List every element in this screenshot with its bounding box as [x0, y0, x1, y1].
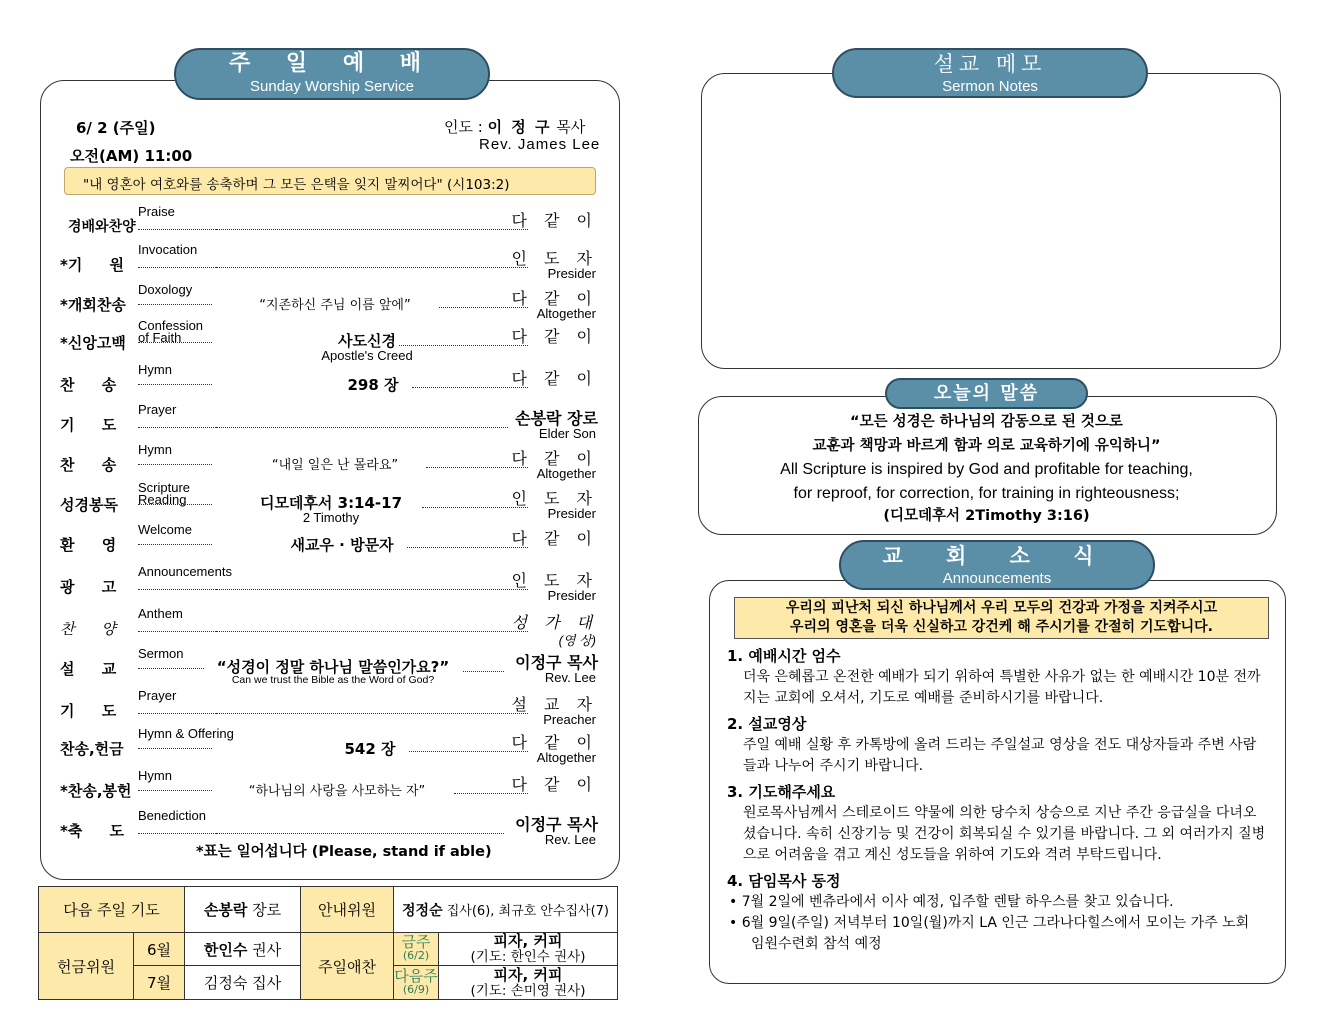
worship-order-panel	[40, 80, 620, 880]
sermon-notes-box[interactable]	[701, 73, 1281, 369]
order-who-en: Preacher	[543, 712, 596, 727]
snack-label: 주일애찬	[301, 933, 394, 1000]
order-who: 설 교 자	[511, 695, 598, 714]
order-leader-dots	[216, 833, 504, 834]
worship-title-banner	[174, 48, 490, 100]
todays-word-text: “모든 성경은 하나님의 감동으로 된 것으로 교훈과 책망과 바르게 함과 의로 교육하기에 유익하니” All Scripture is inspired by God and profitable for teaching, for reproof, for correction, for training in righteousness; (디모데후서 2Timothy 3:16)	[780, 414, 1193, 524]
order-en: Confession of Faith	[138, 318, 204, 345]
order-middle-en: Can we trust the Bible as the Word of God?	[231, 674, 435, 686]
next-prayer-label: 다음 주일 기도	[39, 887, 185, 933]
order-en: Doxology	[138, 282, 193, 297]
sermon-notes-banner	[832, 48, 1148, 98]
order-en: Hymn & Offering	[138, 726, 234, 741]
order-who-en: (영 상)	[558, 633, 596, 648]
order-who-en: Altogether	[536, 306, 596, 321]
announcements-banner	[839, 540, 1155, 590]
announcement-3-body: 원로목사님께서 스테로이드 약물에 의한 당수치 상승으로 지난 주간 응급실을 다녀오셨습니다. 속히 신장기능 및 건강이 회복되실 수 있기를 바랍니다. 그 외 여러가지 질병으로 어려움을 겪고 계신 성도들을 위하여 기도와 격려 부탁드립니다.	[743, 805, 1266, 863]
order-who: 인 도 자	[511, 489, 598, 508]
theme-verse-box	[64, 167, 596, 195]
order-ko: *신앙고백	[60, 334, 126, 352]
order-leader-dots	[216, 229, 528, 230]
order-leader-dots	[138, 544, 212, 545]
order-ko: 환 영	[60, 536, 117, 554]
order-who-en: Rev. Lee	[544, 832, 596, 847]
order-en: Anthem	[138, 606, 183, 621]
order-middle: 디모데후서 3:14-17	[259, 494, 403, 512]
worship-title-ko: 주 일 예 배	[229, 51, 435, 76]
order-leader-dots	[138, 504, 212, 505]
order-ko: 기 도	[60, 702, 117, 720]
order-middle: 542 장	[344, 740, 396, 758]
order-ko: *개회찬송	[60, 296, 126, 314]
order-middle-en: 2 Timothy	[302, 510, 360, 525]
order-leader-dots	[439, 307, 529, 308]
order-en: Scripture Reading	[138, 480, 191, 507]
snack-this-week: 금주 (6/2)	[394, 933, 439, 966]
leader-en: Rev. James Lee	[479, 136, 601, 153]
usher-cell: 정정순 집사(6), 최규호 안수집사(7)	[394, 887, 618, 933]
order-who: 다 같 이	[511, 327, 598, 346]
order-who-en: Elder Son	[538, 426, 596, 441]
order-middle: “지존하신 주님 이름 앞에”	[259, 298, 411, 313]
snack-this-week-detail: 피자, 커피 (기도: 한인수 권사)	[439, 933, 618, 966]
order-who: 손봉락 장로	[515, 409, 598, 428]
order-en: Hymn	[138, 362, 172, 377]
snack-next-week-detail: 피자, 커피 (기도: 손미영 권사)	[439, 966, 618, 1000]
order-leader-dots	[422, 507, 529, 508]
theme-verse: "내 영혼아 여호와를 송축하며 그 모든 은택을 잊지 말찌어다" (시103:2)	[83, 177, 510, 193]
order-who-en: Presider	[547, 506, 596, 521]
announcement-4-bullet-2: • 6월 9일(주일) 저녁부터 10일(월)까지 LA 인근 그라나다힐스에서 모이는 가주 노회 임원수련회 참석 예정	[729, 915, 1250, 952]
order-leader-dots	[409, 751, 529, 752]
order-ko: 찬 송	[60, 456, 117, 474]
order-ko: 성경봉독	[60, 496, 118, 514]
order-middle: 사도신경	[338, 332, 396, 350]
order-leader-dots	[412, 387, 529, 388]
order-leader-dots	[138, 267, 216, 268]
order-leader-dots	[138, 342, 212, 343]
order-leader-dots	[463, 671, 505, 672]
order-en: Hymn	[138, 442, 172, 457]
announcement-1-head: 1. 예배시간 엄수	[727, 647, 841, 665]
order-middle: “내일 일은 난 몰라요”	[271, 458, 399, 473]
order-ko: 찬 송	[60, 376, 117, 394]
order-who: 다 같 이	[511, 529, 598, 548]
order-leader-dots	[216, 631, 528, 632]
order-en: Announcements	[138, 564, 232, 579]
order-who: 성 가 대	[511, 613, 598, 632]
worship-title-en: Sunday Worship Service	[250, 78, 414, 95]
order-ko: *축 도	[60, 822, 125, 840]
announcement-list	[727, 646, 1267, 955]
offering-label: 헌금위원	[39, 933, 134, 1000]
announcements-title-ko: 교 회 소 식	[882, 544, 1112, 568]
order-en: Invocation	[138, 242, 198, 257]
order-ko: 기 도	[60, 416, 117, 434]
leader-line: 인도 : 이 정 구 목사	[444, 118, 586, 136]
order-who: 이정구 목사	[515, 653, 598, 672]
order-middle: 298 장	[347, 376, 399, 394]
order-middle: 새교우 · 방문자	[290, 536, 394, 554]
announcement-4-head: 4. 담임목사 동정	[727, 872, 841, 890]
order-leader-dots	[399, 345, 528, 346]
order-leader-dots	[216, 589, 528, 590]
announcement-2-head: 2. 설교영상	[727, 715, 807, 733]
usher-label: 안내위원	[301, 887, 394, 933]
order-who-en: Presider	[547, 588, 596, 603]
announcement-4-bullet-1: • 7월 2일에 벤츄라에서 이사 예정, 입주할 렌탈 하우스를 찾고 있습니다.	[729, 894, 1174, 910]
offering-june-label: 6월	[134, 933, 185, 966]
order-middle: “성경이 정말 하나님 말씀인가요?”	[216, 658, 450, 676]
order-who-en: Altogether	[536, 750, 596, 765]
order-en: Welcome	[138, 522, 192, 537]
announcement-1-body: 더욱 은혜롭고 온전한 예배가 되기 위하여 특별한 사유가 없는 한 예배시간 10분 전까지는 교회에 오셔서, 기도로 예배를 준비하시기를 바랍니다.	[743, 669, 1261, 706]
order-en: Prayer	[138, 688, 177, 703]
order-leader-dots	[138, 833, 216, 834]
order-who: 다 같 이	[511, 733, 598, 752]
prayer-request-box: 우리의 피난처 되신 하나님께서 우리 모두의 건강과 가정을 지켜주시고 우리의 영혼을 더욱 신실하고 강건케 해 주시기를 간절히 기도합니다.	[734, 597, 1269, 639]
sermon-notes-title-en: Sermon Notes	[942, 78, 1038, 95]
todays-word-banner	[885, 378, 1088, 409]
offering-june-cell: 한인수 권사	[185, 933, 301, 966]
order-leader-dots	[138, 790, 212, 791]
order-who-en: Presider	[547, 266, 596, 281]
order-leader-dots	[426, 467, 529, 468]
order-leader-dots	[216, 427, 508, 428]
order-en: Benediction	[138, 808, 206, 823]
order-ko: 찬송,헌금	[60, 740, 124, 758]
order-leader-dots	[216, 713, 528, 714]
order-leader-dots	[138, 668, 204, 669]
order-en: Sermon	[138, 646, 184, 661]
offering-july-cell: 김정숙 집사	[185, 966, 301, 1000]
announcement-2-body: 주일 예배 실황 후 카톡방에 올려 드리는 주일설교 영상을 전도 대상자들과 주변 사람들과 나누어 주시기 바랍니다.	[743, 737, 1257, 774]
order-leader-dots	[216, 267, 528, 268]
order-leader-dots	[138, 229, 216, 230]
order-who: 다 같 이	[511, 775, 598, 794]
order-who: 인 도 자	[511, 571, 598, 590]
order-who: 이정구 목사	[515, 815, 598, 834]
order-leader-dots	[138, 427, 216, 428]
order-who: 다 같 이	[511, 289, 598, 308]
order-ko: 경배와찬양	[68, 219, 136, 235]
order-ko: *기 원	[60, 256, 125, 274]
order-leader-dots	[407, 547, 529, 548]
order-leader-dots	[454, 793, 529, 794]
order-middle: “하나님의 사랑을 사모하는 자”	[248, 784, 426, 799]
order-leader-dots	[138, 304, 212, 305]
order-leader-dots	[138, 748, 212, 749]
order-leader-dots	[138, 589, 216, 590]
order-en: Prayer	[138, 402, 177, 417]
order-en: Praise	[138, 204, 175, 219]
order-ko: 광 고	[60, 578, 117, 596]
order-middle-en: Apostle's Creed	[321, 348, 413, 363]
order-ko: 설 교	[60, 660, 117, 678]
todays-word-title: 오늘의 말씀	[933, 383, 1040, 404]
order-leader-dots	[138, 464, 212, 465]
next-prayer-cell: 손봉락 장로	[185, 887, 301, 933]
duty-table	[38, 886, 618, 1000]
service-date: 6/ 2 (주일)	[76, 119, 156, 137]
order-leader-dots	[138, 384, 212, 385]
order-who: 다 같 이	[511, 369, 598, 388]
announcements-title-en: Announcements	[942, 570, 1052, 587]
order-who-en: Rev. Lee	[544, 670, 596, 685]
order-leader-dots	[138, 631, 216, 632]
snack-next-week: 다음주 (6/9)	[394, 966, 439, 1000]
order-ko: 찬 양	[60, 620, 116, 638]
order-en: Hymn	[138, 768, 172, 783]
order-who-en: Altogether	[536, 466, 596, 481]
order-leader-dots	[138, 713, 216, 714]
service-time: 오전(AM) 11:00	[70, 147, 193, 165]
order-ko: *찬송,봉헌	[60, 782, 132, 800]
offering-july-label: 7월	[134, 966, 185, 1000]
order-who: 다 같 이	[511, 211, 598, 230]
announcement-3-head: 3. 기도해주세요	[727, 783, 836, 801]
sermon-notes-title-ko: 설교 메모	[933, 52, 1047, 76]
order-who: 다 같 이	[511, 449, 598, 468]
order-who: 인 도 자	[511, 249, 598, 268]
stand-note: *표는 일어섭니다 (Please, stand if able)	[196, 844, 492, 860]
